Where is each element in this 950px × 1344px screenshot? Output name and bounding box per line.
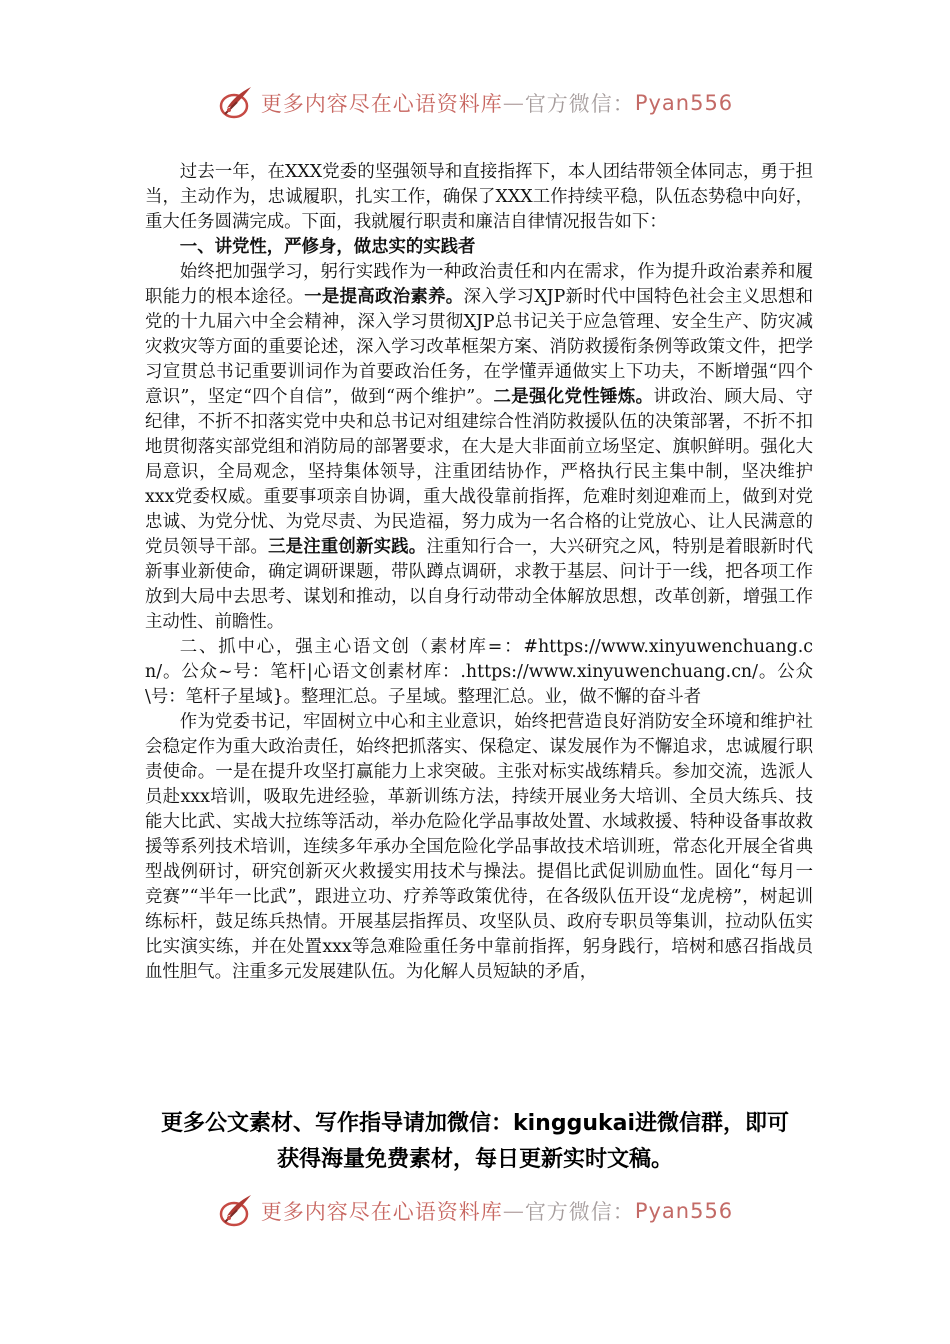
p2-text-c: 深入学习XJP新时代中国特色社会主义思想和党的十九届六中全会精神，深入学习贯彻XJP总书记关于应急管理、安全生产、防灾减灾救灾等方面的重要论述，深入学习改革框架方案、消防救援衔条例等政策文件，把学习宣贯总书记重要训词作为首要政治任务，在学懂弄通做实上下功夫，不断增强“四个意识”，坚定“四个自信”，做到“两个维护”。 <box>145 287 813 407</box>
paragraph-section-1 <box>145 260 813 635</box>
watermark-wechat-id: Pyan556 <box>634 1199 734 1223</box>
watermark-right-text: 官方微信： <box>524 1200 635 1224</box>
p2-bold-1: 一是提高政治素养。 <box>304 287 464 307</box>
p2-text-a: 始终把加强学习，躬行实践作为一种政治责任和内在需求，作为提升政治素养和履职能力的根本途径。 <box>145 262 813 307</box>
document-body <box>145 160 813 985</box>
promo-footer <box>120 1106 830 1178</box>
watermark-left-text: 更多内容尽在心语资料库 <box>260 92 503 116</box>
header-watermark <box>0 80 950 126</box>
quill-logo-icon <box>217 1191 257 1231</box>
watermark-separator: — <box>502 91 525 115</box>
quill-logo-icon <box>217 83 257 123</box>
watermark-separator: — <box>502 1199 525 1223</box>
footer-watermark <box>0 1188 950 1234</box>
watermark-left-text: 更多内容尽在心语资料库 <box>260 1200 503 1224</box>
watermark-right-text: 官方微信： <box>524 92 635 116</box>
p2-bold-3: 三是注重创新实践。 <box>268 537 427 557</box>
paragraph-intro: 过去一年，在XXX党委的坚强领导和直接指挥下，本人团结带领全体同志，勇于担当，主动作为，忠诚履职，扎实工作，确保了XXX工作持续平稳，队伍态势稳中向好，重大任务圆满完成。下面，我就履行职责和廉洁自律情况报告如下： <box>145 162 813 232</box>
promo-line-1: 更多公文素材、写作指导请加微信：kinggukai进微信群，即可 <box>160 1111 789 1136</box>
section-heading-1: 一、讲党性，严修身，做忠实的实践者 <box>179 237 476 257</box>
watermark-wechat-id: Pyan556 <box>634 91 734 115</box>
p2-text-e: 注重知行合一，大兴研究之风，特别是着眼新时代新事业新使命，确定调研课题，带队蹲点调研，求教于基层、问计于一线，把各项工作放到大局中去思考、谋划和推动，以自身行动带动全体解放思想，改革创新，增强工作主动性、前瞻性。 <box>145 537 813 632</box>
paragraph-section-2: 作为党委书记，牢固树立中心和主业意识，始终把营造良好消防安全环境和维护社会稳定作为重大政治责任，始终把抓落实、保稳定、谋发展作为不懈追求，忠诚履行职责使命。一是在提升攻坚打赢能力上求突破。主张对标实战练精兵。参加交流，选派人员赴xxx培训，吸取先进经验，革新训练方法，持续开展业务大培训、全员大练兵、技能大比武、实战大拉练等活动，举办危险化学品事故处置、水域救援、特种设备事故救援等系列技术培训，连续多年承办全国危险化学品事故技术培训班，常态化开展全省典型战例研讨，研究创新灭火救援实用技术与操法。提倡比武促训励血性。固化“每月一竞赛”“半年一比武”，跟进立功、疗养等政策优待，在各级队伍开设“龙虎榜”，树起训练标杆，鼓足练兵热情。开展基层指挥员、攻坚队员、政府专职员等集训，拉动队伍实比实演实练，并在处置xxx等急难险重任务中靠前指挥，躬身践行，培树和感召指战员血性胆气。注重多元发展建队伍。为化解人员短缺的矛盾， <box>145 712 813 982</box>
section-heading-2: 二、抓中心，强主心语文创（素材库=：#https://www.xinyuwenchuang.cn/。公众~号：笔杆|心语文创素材库：.https://www.xinyuwenchuang.cn/。公众\号：笔杆子星域}。整理汇总。子星域。整理汇总。业，做不懈的奋斗者 <box>145 637 813 707</box>
p2-text-d: 讲政治、顾大局、守纪律，不折不扣落实党中央和总书记对组建综合性消防救援队伍的决策部署，不折不扣地贯彻落实部党组和消防局的部署要求，在大是大非面前立场坚定、旗帜鲜明。强化大局意识，全局观念，坚持集体领导，注重团结协作，严格执行民主集中制，坚决维护xxx党委权威。重要事项亲自协调，重大战役靠前指挥，危难时刻迎难而上，做到对党忠诚、为党分忧、为党尽责、为民造福，努力成为一名合格的让党放心、让人民满意的党员领导干部。 <box>145 387 813 557</box>
p2-bold-2: 二是强化党性锤炼。 <box>493 387 654 407</box>
promo-line-2: 获得海量免费素材，每日更新实时文稿。 <box>276 1147 673 1172</box>
